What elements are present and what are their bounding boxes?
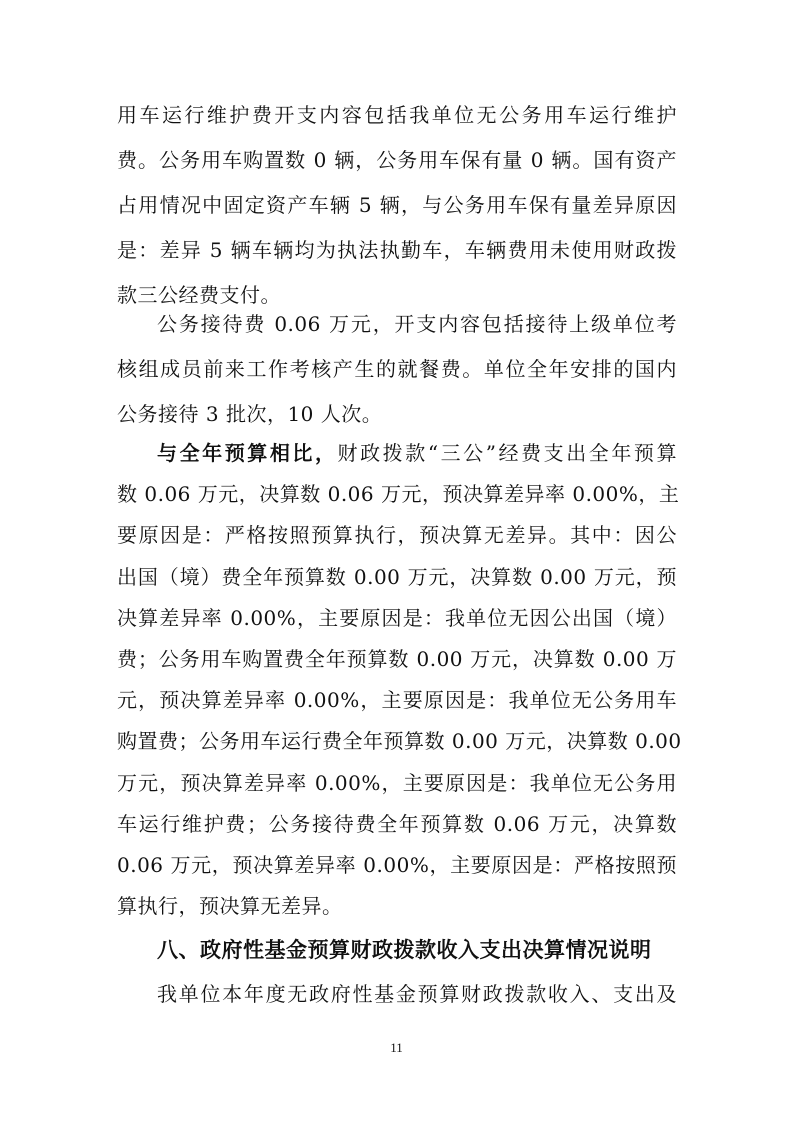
paragraph-vehicle-line: 占用情况中固定资产车辆 5 辆，与公务用车保有量差异原因 — [117, 193, 677, 217]
page-number: 11 — [390, 1040, 403, 1055]
paragraph-budget-first-line — [157, 441, 677, 465]
paragraph-budget-line: 车运行维护费；公务接待费全年预算数 0.06 万元，决算数 — [117, 811, 677, 836]
paragraph-vehicle-line: 是：差异 5 辆车辆均为执法执勤车，车辆费用未使用财政拨 — [117, 238, 677, 262]
paragraph-vehicle-line: 用车运行维护费开支内容包括我单位无公务用车运行维护 — [117, 103, 677, 127]
paragraph-budget-line: 费；公务用车购置费全年预算数 0.00 万元，决算数 0.00 万 — [117, 647, 677, 671]
paragraph-budget-line: 出国（境）费全年预算数 0.00 万元，决算数 0.00 万元，预 — [117, 564, 677, 589]
paragraph-budget-line: 购置费；公务用车运行费全年预算数 0.00 万元，决算数 0.00 — [117, 729, 682, 754]
paragraph-budget-line: 0.06 万元，预决算差异率 0.00%，主要原因是：严格按照预 — [117, 853, 677, 877]
section-heading: 八、政府性基金预算财政拨款收入支出决算情况说明 — [157, 938, 652, 962]
budget-first-rest: 财政拨款“三公”经费支出全年预算 — [337, 441, 678, 465]
paragraph-reception-line: 公务接待 3 批次，10 人次。 — [117, 402, 383, 426]
paragraph-fund-line: 我单位本年度无政府性基金预算财政拨款收入、支出及 — [157, 982, 677, 1006]
paragraph-vehicle-line: 款三公经费支付。 — [117, 283, 281, 307]
budget-lead-bold: 与全年预算相比， — [157, 441, 338, 465]
paragraph-vehicle-line: 费。公务用车购置数 0 辆，公务用车保有量 0 辆。国有资产 — [117, 148, 677, 172]
paragraph-budget-line: 算执行，预决算无差异。 — [117, 894, 343, 919]
paragraph-budget-line: 元，预决算差异率 0.00%，主要原因是：我单位无公务用车 — [117, 688, 677, 713]
paragraph-budget-line: 决算差异率 0.00%，主要原因是：我单位无因公出国（境） — [117, 605, 677, 630]
paragraph-reception-line: 公务接待费 0.06 万元，开支内容包括接待上级单位考 — [157, 312, 677, 336]
paragraph-budget-line: 数 0.06 万元，决算数 0.06 万元，预决算差异率 0.00%，主 — [117, 482, 680, 507]
paragraph-budget-line: 要原因是：严格按照预算执行，预决算无差异。其中：因公 — [117, 523, 677, 548]
paragraph-reception-line: 核组成员前来工作考核产生的就餐费。单位全年安排的国内 — [117, 357, 677, 381]
paragraph-budget-line: 万元，预决算差异率 0.00%，主要原因是：我单位无公务用 — [117, 770, 677, 795]
